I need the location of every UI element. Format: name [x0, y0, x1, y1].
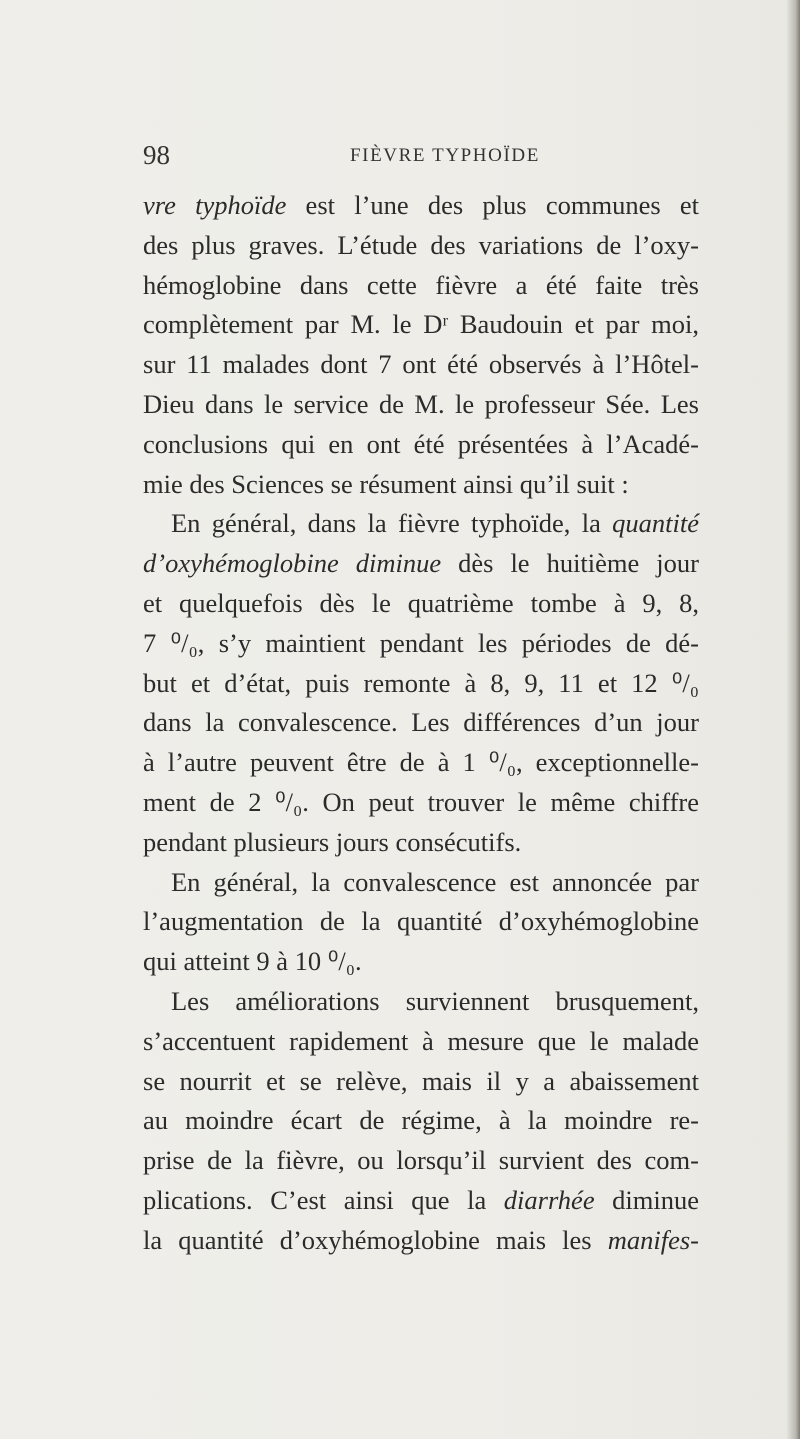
italic-text-segment: vre typhoïde — [143, 190, 287, 220]
text-line — [143, 823, 699, 863]
text-line — [143, 624, 699, 664]
page-header — [143, 140, 693, 180]
page-number: 98 — [143, 140, 170, 170]
italic-text-segment: quantité — [612, 508, 699, 539]
text-line — [143, 186, 699, 226]
text-segment: hémoglobine dans cette fièvre a été faite très — [143, 269, 699, 300]
text-segment: mie des Sciences se résument ainsi qu’il suit : — [143, 468, 629, 499]
text-line — [143, 584, 699, 624]
text-segment: des plus graves. L’étude des variations de l’oxy- — [143, 229, 699, 260]
running-head: FIÈVRE TYPHOÏDE — [350, 145, 540, 166]
text-line — [143, 1181, 699, 1221]
italic-text-segment: diarrhée — [503, 1184, 595, 1215]
text-segment: ment de 2 ⁰/₀. On peut trouver le même chiffre — [143, 786, 699, 817]
text-segment: à l’autre peuvent être de à 1 ⁰/₀, exceptionnelle- — [143, 747, 699, 778]
italic-text-segment: manifes- — [607, 1224, 699, 1255]
text-line — [143, 982, 699, 1022]
text-line — [143, 743, 699, 783]
text-line — [143, 863, 699, 903]
text-segment: Les améliorations surviennent brusquement, — [171, 985, 699, 1016]
text-segment: prise de la fièvre, ou lorsqu’il survient des com- — [143, 1145, 699, 1176]
text-segment: Dieu dans le service de M. le professeur Sée. Les — [143, 388, 699, 419]
italic-text-segment: d’oxyhémoglobine diminue — [143, 548, 442, 579]
text-line — [143, 425, 699, 465]
text-segment: est l’une des plus communes et — [286, 190, 699, 220]
text-line — [143, 664, 699, 704]
text-segment: l’augmentation de la quantité d’oxyhémoglobine — [143, 906, 699, 937]
text-line — [143, 345, 699, 385]
text-line — [143, 783, 699, 823]
text-line — [143, 266, 699, 306]
text-segment: 7 ⁰/₀, s’y maintient pendant les périodes de dé- — [143, 627, 699, 658]
text-segment: dès le huitième jour — [441, 548, 699, 579]
text-segment: sur 11 malades dont 7 ont été observés à l’Hôtel- — [143, 349, 699, 380]
text-segment: diminue — [594, 1184, 699, 1215]
text-segment: qui atteint 9 à 10 ⁰/₀. — [143, 946, 362, 977]
text-line — [143, 703, 699, 743]
text-segment: plications. C’est ainsi que la — [143, 1184, 504, 1215]
text-line — [143, 465, 699, 505]
text-segment: au moindre écart de régime, à la moindre re- — [143, 1105, 699, 1136]
text-segment: dans la convalescence. Les différences d’un jour — [143, 707, 699, 738]
text-line — [143, 942, 699, 982]
body-text — [143, 186, 699, 1261]
text-line — [143, 1062, 699, 1102]
text-line — [143, 226, 699, 266]
page-edge-shadow — [786, 0, 800, 1439]
text-segment: conclusions qui en ont été présentées à l’Acadé- — [143, 428, 699, 459]
text-segment: s’accentuent rapidement à mesure que le malade — [143, 1025, 699, 1056]
text-line — [143, 1221, 699, 1261]
text-segment: la quantité d’oxyhémoglobine mais les — [143, 1224, 608, 1255]
text-segment: et quelquefois dès le quatrième tombe à 9, 8, — [143, 587, 699, 618]
text-segment: complètement par M. le Dʳ Baudouin et par moi, — [143, 309, 699, 340]
text-line — [143, 504, 699, 544]
text-line — [143, 1101, 699, 1141]
text-segment: En général, la convalescence est annoncée par — [171, 866, 699, 897]
text-segment: pendant plusieurs jours consécutifs. — [143, 826, 522, 857]
text-line — [143, 305, 699, 345]
text-line — [143, 1022, 699, 1062]
text-segment: En général, dans la fièvre typhoïde, la — [171, 508, 613, 539]
text-segment: se nourrit et se relève, mais il y a abaissement — [143, 1065, 699, 1096]
text-segment: but et d’état, puis remonte à 8, 9, 11 et 12 ⁰/₀ — [143, 667, 699, 698]
text-line — [143, 902, 699, 942]
text-line — [143, 385, 699, 425]
text-line — [143, 544, 699, 584]
text-line — [143, 1141, 699, 1181]
